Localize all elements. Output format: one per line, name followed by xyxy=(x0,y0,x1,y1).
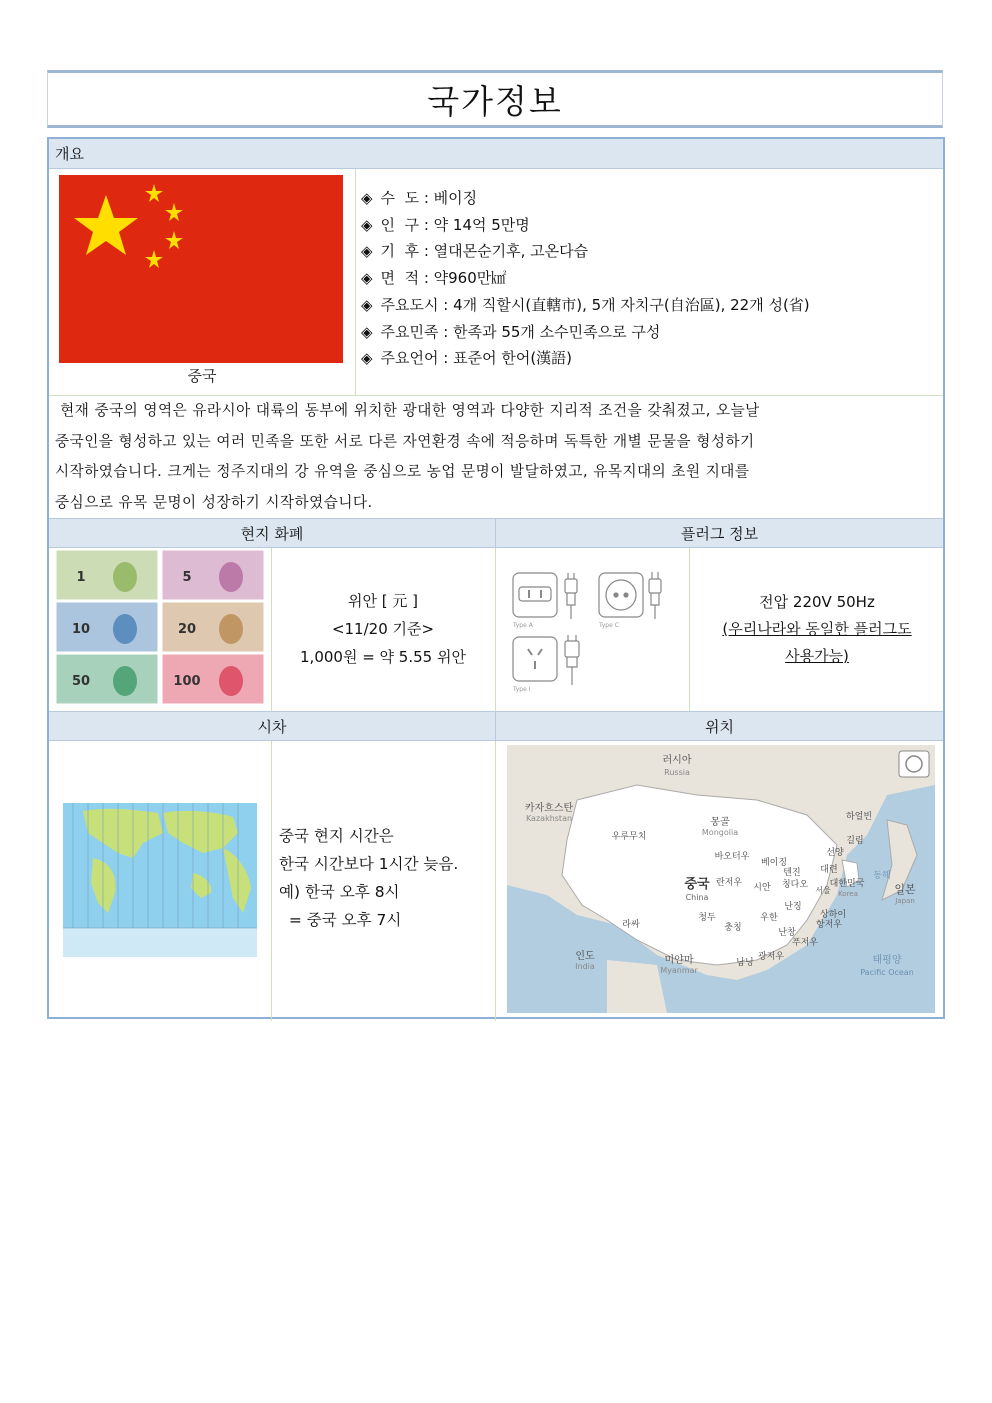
currency-date: <11/20 기준> xyxy=(331,620,435,638)
description-line: 중국인을 형성하고 있는 여러 민족을 또한 서로 다른 자연환경 속에 적응하며 독특한 개별 문물을 형성하기 xyxy=(55,432,755,450)
divider xyxy=(271,741,272,1021)
plug-type-i-label: Type I xyxy=(513,686,531,693)
page-title: 국가정보 xyxy=(427,81,563,121)
currency-header: 현지 화폐 xyxy=(49,518,495,548)
map-label: 태평양 xyxy=(872,955,902,966)
overview-info-text: 주요도시 : 4개 직할시(直轄市), 5개 자치구(自治區), 22개 성(省) xyxy=(380,295,810,314)
currency-rate: 1,000원 = 약 5.55 위안 xyxy=(300,648,466,666)
banknote xyxy=(163,655,263,703)
currency-info xyxy=(271,549,495,714)
plug-voltage: 전압 220V 50Hz xyxy=(759,593,875,611)
overview-info-item xyxy=(361,292,921,319)
map-label: 일본 xyxy=(894,883,916,896)
overview-info-item xyxy=(361,319,921,346)
banknote xyxy=(57,551,157,599)
overview-info-item xyxy=(361,238,921,265)
timezone-header: 시차 xyxy=(49,711,495,741)
banknote xyxy=(163,551,263,599)
description-line: 시작하였습니다. 크게는 정주지대의 강 유역을 중심으로 농업 문명이 발달하였고, 유목지대의 초원 지대를 xyxy=(55,463,750,480)
banknote-value: 50 xyxy=(71,674,91,689)
title-box xyxy=(47,70,943,128)
banknote xyxy=(163,603,263,651)
map-label: 난창 xyxy=(778,928,796,938)
banknote-value: 10 xyxy=(71,622,91,637)
overview-info-list xyxy=(361,185,921,372)
map-label: 칭다오 xyxy=(781,880,809,890)
flag-caption: 중국 xyxy=(187,367,217,385)
china-flag xyxy=(59,175,343,363)
map-label: 베이징 xyxy=(760,858,788,868)
china-location-map xyxy=(507,745,935,1013)
map-label: 서울 xyxy=(815,886,831,895)
plug-types-image xyxy=(509,569,689,694)
banknote xyxy=(57,603,157,651)
plug-type-c-label: Type C xyxy=(599,622,619,629)
description-line: 현재 중국의 영역은 유라시아 대륙의 동부에 위치한 광대한 영역과 다양한 지리적 조건을 갖춰졌고, 오늘날 xyxy=(55,402,760,419)
diamond-bullet-icon: ◈ xyxy=(361,349,373,368)
plug-info xyxy=(689,549,945,714)
timezone-line2: 한국 시간보다 1시간 늦음. xyxy=(279,855,459,873)
plug-type-a-label: Type A xyxy=(513,622,533,629)
divider xyxy=(495,548,496,1021)
timezone-info xyxy=(279,822,497,934)
map-label: 대한민국 xyxy=(829,879,865,889)
overview-header: 개요 xyxy=(49,139,943,169)
map-label: 항저우 xyxy=(815,920,843,930)
map-label: 카자흐스탄 xyxy=(524,803,574,814)
map-label: 인도 xyxy=(575,951,595,962)
location-header: 위치 xyxy=(495,711,943,741)
overview-info-item xyxy=(361,212,921,239)
currency-name: 위안 [ 元 ] xyxy=(348,592,418,610)
map-label: 미얀마 xyxy=(664,955,694,966)
overview-info-text: 주요민족 : 한족과 55개 소수민족으로 구성 xyxy=(380,322,661,341)
map-label: 남닝 xyxy=(736,958,754,968)
plug-note-line1: (우리나라와 동일한 플러그도 xyxy=(722,620,912,638)
map-label: Myanmar xyxy=(660,966,698,975)
banknote-value: 100 xyxy=(173,674,201,689)
description-line: 중심으로 유목 문명이 성장하기 시작하였습니다. xyxy=(55,493,373,511)
overview-info-text: 기 후 : 열대몬순기후, 고온다습 xyxy=(380,242,589,261)
map-label: Japan xyxy=(895,897,915,905)
diamond-bullet-icon: ◈ xyxy=(361,295,373,314)
banknote xyxy=(57,655,157,703)
map-label: 시안 xyxy=(753,883,771,893)
map-label: China xyxy=(685,893,709,902)
map-label: Russia xyxy=(664,768,690,777)
map-label: 상하이 xyxy=(819,910,847,920)
world-timezone-map xyxy=(63,803,257,957)
map-label: 동해 xyxy=(873,871,891,881)
map-label: 대련 xyxy=(820,865,838,875)
map-label: 청두 xyxy=(698,913,716,923)
map-label: 바오터우 xyxy=(714,852,750,862)
overview-info-item xyxy=(361,345,921,372)
map-label: 충칭 xyxy=(724,923,742,933)
timezone-line1: 중국 현지 시간은 xyxy=(279,827,394,845)
diamond-bullet-icon: ◈ xyxy=(361,322,373,341)
map-label: 푸저우 xyxy=(791,938,819,948)
map-label: 텐진 xyxy=(783,868,801,878)
diamond-bullet-icon: ◈ xyxy=(361,242,373,261)
overview-info-text: 인 구 : 약 14억 5만명 xyxy=(380,215,530,234)
map-label: 우한 xyxy=(760,913,778,923)
currency-banknotes-image xyxy=(55,549,269,704)
overview-info-item xyxy=(361,265,921,292)
overview-info-item xyxy=(361,185,921,212)
overview-info-text: 면 적 : 약960만㎢ xyxy=(380,269,507,288)
plug-header: 플러그 정보 xyxy=(495,518,943,548)
overview-description xyxy=(55,396,935,518)
map-label: 길림 xyxy=(846,836,864,846)
banknote-value: 1 xyxy=(76,570,86,585)
timezone-line4: = 중국 오후 7시 xyxy=(279,911,402,929)
map-label: India xyxy=(575,962,595,971)
map-label: 선양 xyxy=(826,848,844,858)
diamond-bullet-icon: ◈ xyxy=(361,269,373,288)
map-label: 중국 xyxy=(684,877,710,892)
map-label: 난징 xyxy=(784,902,802,912)
map-label: 러시아 xyxy=(662,755,692,766)
overview-info-text: 수 도 : 베이징 xyxy=(380,189,478,207)
map-label: 란저우 xyxy=(715,878,743,888)
map-label: 몽골 xyxy=(710,817,730,828)
plug-note-line2: 사용가능) xyxy=(785,647,849,665)
banknote-value: 20 xyxy=(177,622,197,637)
map-label: 하얼빈 xyxy=(845,812,873,822)
diamond-bullet-icon: ◈ xyxy=(361,215,373,234)
map-label: Korea xyxy=(838,890,858,898)
divider xyxy=(355,169,356,395)
map-label: 우루무치 xyxy=(611,832,647,842)
diamond-bullet-icon: ◈ xyxy=(361,189,373,207)
map-label: Kazakhstan xyxy=(525,814,573,823)
map-label: 라싸 xyxy=(622,920,640,930)
map-label: Mongolia xyxy=(701,828,739,837)
map-label: Pacific Ocean xyxy=(860,968,914,977)
overview-info-text: 주요언어 : 표준어 한어(漢語) xyxy=(380,349,573,368)
map-label: 광저우 xyxy=(757,952,785,962)
country-info-sheet xyxy=(47,137,945,1019)
timezone-line3: 예) 한국 오후 8시 xyxy=(279,883,400,901)
banknote-value: 5 xyxy=(182,570,192,585)
